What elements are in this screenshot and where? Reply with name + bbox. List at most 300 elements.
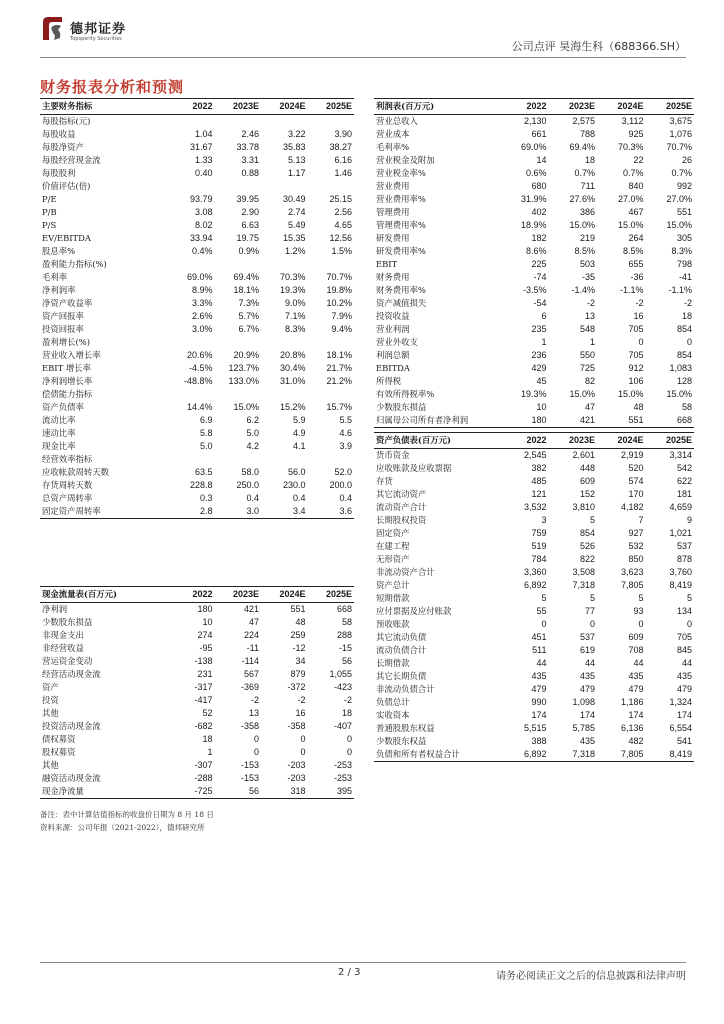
- cell-value: 1,083: [669, 363, 692, 373]
- cell-value: 1,324: [669, 697, 692, 707]
- row-label: 资产总计: [376, 580, 410, 590]
- table-header-row: [374, 433, 694, 449]
- cell-value: [215, 336, 262, 349]
- row-label: EBITDA: [376, 363, 410, 373]
- cell-value: 69.0%: [186, 272, 213, 282]
- cell-value: 15.0%: [617, 389, 644, 399]
- column-header: 2024E: [597, 99, 646, 115]
- column-header: 2023E: [215, 587, 262, 603]
- cell-value: 70.3%: [279, 272, 306, 282]
- cell-value: 429: [531, 363, 547, 373]
- cell-value: 609: [628, 632, 644, 642]
- cell-value: 482: [628, 736, 644, 746]
- table-row: [40, 310, 354, 323]
- cell-value: 69.4%: [233, 272, 259, 282]
- column-header: 2022: [168, 587, 215, 603]
- table-row: [374, 375, 694, 388]
- cell-value: 2.6%: [191, 311, 213, 321]
- cell-value: 21.2%: [326, 376, 352, 386]
- table-row: [374, 336, 694, 349]
- cell-value: -35: [581, 272, 595, 282]
- cell-value: 0.40: [194, 168, 213, 178]
- table-row: [374, 193, 694, 206]
- cell-value: 3.0: [215, 505, 262, 519]
- row-label: 经营活动现金流: [42, 669, 101, 679]
- cell-value: 2,575: [572, 116, 595, 126]
- cell-value: -153: [240, 773, 259, 783]
- table-row: [40, 180, 354, 193]
- row-label: 其他: [42, 760, 59, 770]
- cell-value: -1.4%: [571, 285, 595, 295]
- table-row: [40, 492, 354, 505]
- table-header-row: [40, 587, 354, 603]
- row-label: 投资: [42, 695, 59, 705]
- logo-chinese-name: 德邦证券: [70, 22, 127, 37]
- row-label: 少数股东损益: [42, 617, 93, 627]
- cell-value: 15.0%: [666, 220, 692, 230]
- table-row: [374, 566, 694, 579]
- cell-value: [308, 115, 355, 129]
- cell-value: -725: [168, 785, 215, 799]
- cell-value: [308, 180, 355, 193]
- table-row: [40, 219, 354, 232]
- row-label: 净利润增长率: [42, 376, 93, 386]
- cell-value: 228.8: [189, 480, 213, 490]
- cell-value: 174: [579, 710, 595, 720]
- row-label: 净资产收益率: [42, 298, 93, 308]
- cell-value: 69.0%: [520, 142, 547, 152]
- table-row: [374, 245, 694, 258]
- table-row: [374, 696, 694, 709]
- row-label: 资产负债率: [42, 402, 84, 412]
- cell-value: 77: [584, 606, 595, 616]
- cell-value: 56: [341, 656, 352, 666]
- cell-value: 7: [638, 515, 644, 525]
- cell-value: [261, 258, 308, 271]
- cell-value: -11: [246, 643, 259, 653]
- row-label: 营业费用率%: [376, 194, 426, 204]
- row-label: 每股净资产: [42, 142, 84, 152]
- column-header: 2025E: [646, 433, 695, 449]
- table-row: [40, 115, 354, 129]
- cell-value: 854: [676, 350, 692, 360]
- cell-value: 134: [676, 606, 692, 616]
- table-row: [374, 284, 694, 297]
- table-row: [374, 592, 694, 605]
- table-row: [40, 271, 354, 284]
- cell-value: 511: [532, 645, 547, 655]
- cell-value: -48.8%: [183, 376, 213, 386]
- table-row: [40, 375, 354, 388]
- cell-value: 5.7%: [238, 311, 259, 321]
- cell-value: 519: [531, 541, 547, 551]
- row-label: 投资回报率: [42, 324, 84, 334]
- row-label: 毛利率: [42, 272, 68, 282]
- cell-value: 48: [633, 402, 644, 412]
- cell-value: 5: [589, 593, 595, 603]
- row-label: 固定资产: [376, 528, 410, 538]
- cell-value: -2: [635, 298, 644, 308]
- row-label: 营业税金率%: [376, 168, 426, 178]
- cell-value: 680: [531, 181, 547, 191]
- table-row: [40, 349, 354, 362]
- cell-value: 3,508: [572, 567, 595, 577]
- cell-value: 25.15: [329, 194, 352, 204]
- table-row: [40, 401, 354, 414]
- cell-value: -358: [240, 721, 259, 731]
- cell-value: 133.0%: [228, 376, 259, 386]
- cell-value: 19.3%: [279, 285, 306, 295]
- cell-value: [215, 258, 262, 271]
- company-logo-icon: [40, 14, 66, 44]
- table-row: [374, 180, 694, 193]
- cell-value: 2.74: [287, 207, 306, 217]
- table-row: [40, 453, 354, 466]
- cell-value: 4.2: [246, 441, 259, 451]
- cell-value: 0: [253, 747, 259, 757]
- cell-value: 0.4: [246, 493, 259, 503]
- table-row: [40, 603, 354, 617]
- cell-value: 1,021: [669, 528, 692, 538]
- cell-value: 14: [536, 155, 547, 165]
- cell-value: 305: [676, 233, 692, 243]
- table-row: [40, 232, 354, 245]
- cell-value: 58: [341, 617, 352, 627]
- table-row: [374, 115, 694, 129]
- cell-value: 15.7%: [326, 402, 352, 412]
- cell-value: 21.7%: [326, 363, 352, 373]
- row-label: 营业成本: [376, 129, 410, 139]
- cell-value: 850: [628, 554, 644, 564]
- cell-value: 435: [628, 671, 644, 681]
- cell-value: 5.0: [246, 428, 259, 438]
- row-label: 存货: [376, 476, 393, 486]
- row-label: 有效所得税率%: [376, 389, 435, 399]
- table-row: [40, 668, 354, 681]
- cell-value: 18: [681, 311, 692, 321]
- cell-value: -3.5%: [522, 285, 547, 295]
- cell-value: 13: [248, 708, 259, 718]
- column-header: 2023E: [549, 433, 598, 449]
- cell-value: 35.83: [282, 142, 306, 152]
- cell-value: 10.2%: [326, 298, 352, 308]
- cell-value: 219: [579, 233, 595, 243]
- cell-value: 56.0: [287, 467, 306, 477]
- row-label: 应收帐款周转天数: [42, 467, 109, 477]
- table-row: [374, 683, 694, 696]
- cell-value: 70.7%: [666, 142, 692, 152]
- cell-value: 1.17: [287, 168, 306, 178]
- cell-value: 6.9: [199, 415, 213, 425]
- cell-value: 3,112: [621, 116, 644, 126]
- cell-value: [168, 115, 215, 129]
- cell-value: 479: [628, 684, 644, 694]
- cell-value: 990: [531, 697, 547, 707]
- cell-value: 6.16: [334, 155, 352, 165]
- cell-value: 1,076: [669, 129, 692, 139]
- cell-value: 3.08: [194, 207, 213, 217]
- table-row: [374, 297, 694, 310]
- table-row: [374, 553, 694, 566]
- cell-value: 44: [681, 658, 692, 668]
- cell-value: 912: [628, 363, 644, 373]
- cell-value: 34: [295, 656, 306, 666]
- cell-value: 18: [341, 708, 352, 718]
- cell-value: 619: [579, 645, 595, 655]
- cell-value: 93: [633, 606, 644, 616]
- cell-value: 70.3%: [617, 142, 644, 152]
- cell-value: 1.33: [194, 155, 213, 165]
- cell-value: 1,055: [329, 669, 352, 679]
- row-label: 每股经营现金流: [42, 155, 101, 165]
- row-label: 在建工程: [376, 541, 410, 551]
- cell-value: 10: [202, 617, 213, 627]
- cell-value: 0.4: [292, 493, 306, 503]
- table-row: [40, 655, 354, 668]
- cell-value: 16: [633, 311, 644, 321]
- cell-value: 39.95: [236, 194, 259, 204]
- cell-value: 174: [628, 710, 644, 720]
- cell-value: 6,136: [620, 723, 644, 733]
- cell-value: 0.7%: [622, 168, 644, 178]
- column-header: 2024E: [261, 99, 308, 115]
- row-label: 债权募资: [42, 734, 76, 744]
- table-row: [374, 722, 694, 735]
- row-label: 管理费用率%: [376, 220, 426, 230]
- cell-value: 551: [676, 207, 692, 217]
- row-label: 无形资产: [376, 554, 410, 564]
- row-label: 股息率%: [42, 246, 76, 256]
- cell-value: 2.46: [241, 129, 259, 139]
- table-row: [374, 167, 694, 180]
- row-label: 资产: [42, 682, 59, 692]
- cell-value: [215, 115, 262, 129]
- cell-value: 30.49: [282, 194, 306, 204]
- cell-value: [215, 453, 262, 466]
- cell-value: 9.0%: [284, 298, 306, 308]
- row-label: 管理费用: [376, 207, 410, 217]
- cell-value: 661: [531, 129, 547, 139]
- cell-value: 402: [531, 207, 547, 217]
- cell-value: 3.6: [308, 505, 355, 519]
- cell-value: 840: [628, 181, 644, 191]
- row-label: 资产减值损失: [376, 298, 427, 308]
- cell-value: [308, 258, 355, 271]
- cell-value: 18: [584, 155, 595, 165]
- cell-value: 58: [681, 402, 692, 412]
- table-row: [40, 323, 354, 336]
- cell-value: -95: [199, 643, 213, 653]
- cell-value: 259: [290, 630, 306, 640]
- cell-value: 503: [579, 259, 595, 269]
- row-label: 所得税: [376, 376, 402, 386]
- section-title: 财务报表分析和预测: [40, 78, 185, 96]
- cell-value: 0.4: [339, 493, 352, 503]
- cell-value: 4,182: [620, 502, 644, 512]
- cell-value: 3.0%: [191, 324, 213, 334]
- cell-value: 5.5: [339, 415, 352, 425]
- cell-value: -2: [586, 298, 595, 308]
- cell-value: 1: [207, 747, 213, 757]
- cell-value: 7.1%: [284, 311, 306, 321]
- table-row: [374, 605, 694, 618]
- cell-value: 5: [541, 593, 547, 603]
- cell-value: 225: [531, 259, 547, 269]
- row-label: EBIT: [376, 259, 398, 269]
- cell-value: -369: [240, 682, 259, 692]
- cell-value: 0: [253, 734, 259, 744]
- cell-value: 15.0%: [666, 389, 692, 399]
- row-label: 非流动资产合计: [376, 567, 435, 577]
- row-label: 总资产周转率: [42, 493, 93, 503]
- row-label: 每股股利: [42, 168, 76, 178]
- cell-value: 13: [584, 311, 595, 321]
- cell-value: 0: [346, 734, 352, 744]
- table-row: [374, 631, 694, 644]
- cell-value: -417: [194, 695, 213, 705]
- row-label: 普通股股东权益: [376, 723, 435, 733]
- table-row: [40, 297, 354, 310]
- row-label: 偿债能力指标: [42, 389, 93, 399]
- cell-value: 6,892: [500, 748, 549, 762]
- cell-value: 5: [638, 593, 644, 603]
- cell-value: 82: [584, 376, 595, 386]
- cell-value: -407: [333, 721, 352, 731]
- table-row: [374, 154, 694, 167]
- cell-value: 798: [676, 259, 692, 269]
- row-label: 归属母公司所有者净利润: [374, 414, 500, 428]
- cell-value: 4,659: [669, 502, 692, 512]
- cell-value: 0.7%: [574, 168, 595, 178]
- table-row: [40, 616, 354, 629]
- row-label: 财务费用: [376, 272, 410, 282]
- table-row: [40, 427, 354, 440]
- table-row: [374, 670, 694, 683]
- cell-value: 224: [243, 630, 259, 640]
- cell-value: [215, 388, 262, 401]
- column-header: 2025E: [308, 587, 355, 603]
- table-row: [374, 488, 694, 501]
- cell-value: 879: [290, 669, 306, 679]
- cell-value: 0.4%: [191, 246, 213, 256]
- cell-value: 3,532: [523, 502, 547, 512]
- column-header: 2025E: [308, 99, 355, 115]
- cell-value: 15.2%: [279, 402, 306, 412]
- cell-value: 448: [579, 463, 595, 473]
- cell-value: 152: [579, 489, 595, 499]
- row-label: 负债和所有者权益合计: [374, 748, 500, 762]
- cell-value: 927: [628, 528, 644, 538]
- cell-value: 7,805: [597, 748, 646, 762]
- cell-value: [168, 336, 215, 349]
- cell-value: 231: [197, 669, 213, 679]
- row-label: 现金净流量: [40, 785, 168, 799]
- cell-value: 55: [536, 606, 547, 616]
- cell-value: 4.9: [292, 428, 306, 438]
- table-row: [40, 746, 354, 759]
- cell-value: 6,892: [523, 580, 547, 590]
- cell-value: -253: [333, 773, 352, 783]
- cell-value: -288: [194, 773, 213, 783]
- table-row: [40, 479, 354, 492]
- cell-value: 45: [536, 376, 547, 386]
- cell-value: [168, 388, 215, 401]
- table-row: [40, 245, 354, 258]
- row-label: 营业收入增长率: [42, 350, 101, 360]
- row-label: 净利润率: [42, 285, 76, 295]
- cell-value: [308, 453, 355, 466]
- cell-value: 5,785: [572, 723, 595, 733]
- row-label: 资产回报率: [42, 311, 84, 321]
- cell-value: 38.27: [329, 142, 352, 152]
- cell-value: 2,545: [523, 450, 547, 460]
- table-row: [40, 414, 354, 427]
- cell-value: 705: [628, 350, 644, 360]
- table-row: [40, 128, 354, 141]
- row-label: 盈利增长(%): [42, 337, 90, 347]
- row-label: EV/EBITDA: [42, 233, 91, 243]
- cell-value: 20.8%: [279, 350, 306, 360]
- table-row: [374, 540, 694, 553]
- table-row: [374, 514, 694, 527]
- cell-value: 180: [197, 604, 213, 614]
- row-label: 非流动负债合计: [376, 684, 435, 694]
- row-label: 研发费用: [376, 233, 410, 243]
- cell-value: 8.5%: [622, 246, 644, 256]
- table-title: 现金流量表(百万元): [40, 587, 168, 603]
- cell-value: -372: [287, 682, 306, 692]
- cell-value: 622: [676, 476, 692, 486]
- cell-value: -203: [287, 760, 306, 770]
- cell-value: 19.75: [236, 233, 259, 243]
- cell-value: 7,318: [549, 748, 598, 762]
- table-title: 利润表(百万元): [374, 99, 500, 115]
- row-label: 投资活动现金流: [42, 721, 101, 731]
- row-label: 存货周转天数: [42, 480, 93, 490]
- cell-value: 9.4%: [331, 324, 352, 334]
- cell-value: 12.56: [329, 233, 352, 243]
- column-header: 2022: [168, 99, 215, 115]
- cell-value: 181: [676, 489, 692, 499]
- cell-value: 421: [549, 414, 598, 428]
- cell-value: 235: [531, 324, 547, 334]
- cell-value: 44: [633, 658, 644, 668]
- cell-value: 48: [295, 617, 306, 627]
- cell-value: 93.79: [189, 194, 213, 204]
- cell-value: 435: [531, 671, 547, 681]
- cell-value: 3.9: [339, 441, 352, 451]
- cell-value: 5.0: [199, 441, 213, 451]
- cell-value: 7.3%: [238, 298, 259, 308]
- cell-value: 6.7%: [238, 324, 259, 334]
- table-header-row: [374, 99, 694, 115]
- page-header: [40, 14, 686, 58]
- cell-value: 3: [541, 515, 547, 525]
- table-row: [374, 258, 694, 271]
- cell-value: [308, 388, 355, 401]
- cell-value: 1: [541, 337, 547, 347]
- table-row: [40, 284, 354, 297]
- row-label: 营业外收支: [376, 337, 418, 347]
- cell-value: 20.6%: [186, 350, 213, 360]
- cell-value: 537: [579, 632, 595, 642]
- cell-value: [308, 336, 355, 349]
- row-label: 财务费用率%: [376, 285, 426, 295]
- cell-value: 548: [579, 324, 595, 334]
- cell-value: 5.8: [199, 428, 213, 438]
- cell-value: 264: [628, 233, 644, 243]
- cell-value: 6.2: [246, 415, 259, 425]
